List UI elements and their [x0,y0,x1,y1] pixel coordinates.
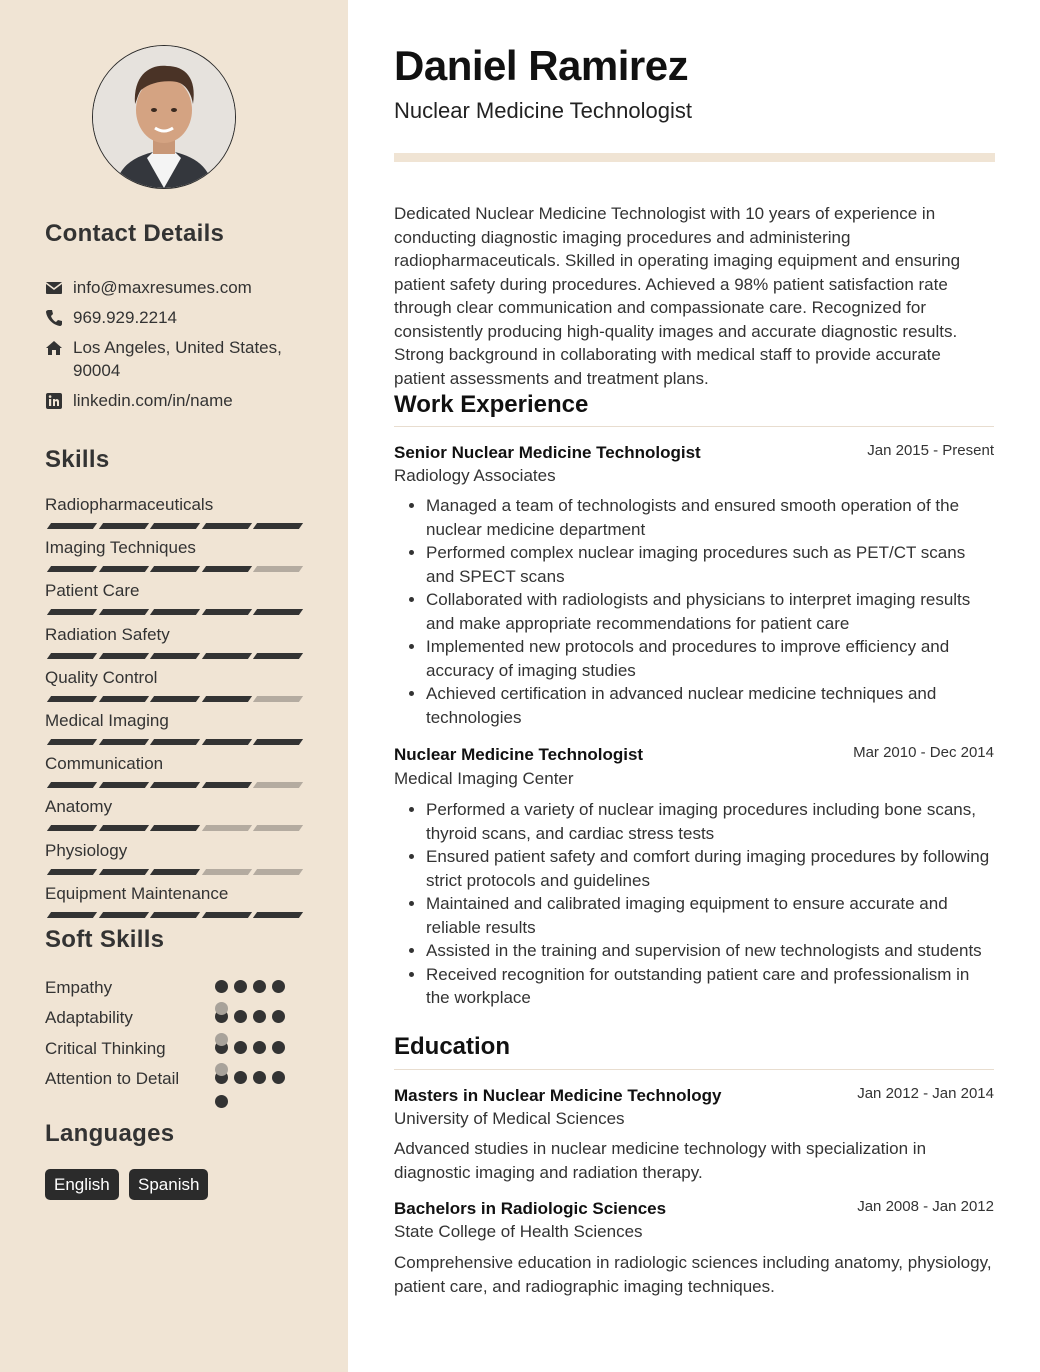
work-heading: Work Experience [394,391,589,418]
degree-description: Comprehensive education in radiologic sciences including anatomy, physiology, patient care, and radiographic imaging techniques. [394,1253,992,1296]
soft-skill-dot [234,1041,247,1054]
skill-level-segment [47,653,97,659]
skill-level-segment [47,739,97,745]
soft-skill-dot [253,1010,266,1023]
skill-name: Quality Control [45,667,158,687]
skill-level-segment [253,696,303,702]
linkedin-icon [45,392,63,410]
soft-skill-dot-overlap [215,1033,228,1046]
soft-skill-dot [253,1071,266,1084]
list-item: • Ensured patient safety and comfort during imaging procedures by following strict protocols and guidelines [426,845,994,892]
soft-skill-dot [253,1041,266,1054]
skill-level-segment [98,653,148,659]
soft-skill-dot [215,1095,228,1108]
soft-skill-dot-overlap [215,1002,228,1015]
skill-level-segment [98,566,148,572]
skill-level-segment [201,869,251,875]
skills-heading: Skills [45,446,110,473]
language-badge: English [45,1169,119,1200]
skill-level-bar [45,912,305,919]
degree-dates: Jan 2008 - Jan 2012 [857,1198,994,1215]
soft-skill-name: Empathy [45,978,113,997]
soft-skill-name: Critical Thinking [45,1039,166,1058]
skill-name: Medical Imaging [45,711,169,730]
skill-level-segment [98,523,148,529]
summary-text: Dedicated Nuclear Medicine Technologist with 10 years of experience in conducting diagnostic imaging procedures and administering radiopharmaceuticals. Skilled in operating imaging equipment and ensuring patient safety during procedures. Achieved a 98% patient satisfaction rate through clear communication and compassionate care. Recognized for consistently producing high-quality images and accurate diagnostic results. Strong background in collaborating with medical staff to provide accurate patient assessments and treatment plans. [394,204,961,388]
job-title: Senior Nuclear Medicine Technologist [394,443,701,462]
soft-skill-dot [272,1041,285,1054]
list-item: • Managed a team of technologists and ensured smooth operation of the nuclear medicine department [426,494,994,541]
skill-level-segment [47,609,97,615]
skill-level-segment [253,739,303,745]
skill-name: Communication [45,754,164,774]
skill-level-bar [45,782,305,789]
school-name: University of Medical Sciences [394,1109,625,1128]
skill-level-segment [201,782,251,788]
skill-level-segment [201,825,251,831]
soft-skill-dot [253,980,266,993]
degree-title: Bachelors in Radiologic Sciences [394,1199,667,1218]
skill-level-segment [150,912,200,918]
list-item: • Performed complex nuclear imaging procedures such as PET/CT scans and SPECT scans [426,541,994,588]
skill-level-segment [47,869,97,875]
soft-skill-dot-overlap [215,1063,228,1076]
job-title: Nuclear Medicine Technologist [394,745,644,764]
skill-level-segment [201,523,251,529]
header-divider [394,153,995,162]
soft-skill-dot [234,1071,247,1084]
skill-level-bar [45,566,305,573]
sidebar [0,0,348,1372]
skill-level-bar [45,609,305,616]
skill-level-segment [150,609,200,615]
address-text: Los Angeles, United States, 90004 [73,338,282,380]
skill-level-segment [98,912,148,918]
skill-level-segment [150,782,200,788]
list-item: • Assisted in the training and supervision of new technologists and students [426,939,994,963]
skill-level-segment [47,523,97,529]
skill-name: Radiation Safety [45,624,170,644]
skill-level-bar [45,653,305,660]
phone-text: 969.929.2214 [73,308,177,327]
skill-level-segment [201,739,251,745]
skill-level-bar [45,869,305,876]
skill-level-segment [98,782,148,788]
job-bullets [394,798,994,1010]
skill-name: Imaging Techniques [45,538,196,558]
skill-level-segment [150,739,200,745]
skill-level-segment [150,825,200,831]
skill-level-segment [47,825,97,831]
job-organization: Radiology Associates [394,466,556,485]
envelope-icon [45,279,63,297]
skill-level-segment [150,696,200,702]
skill-level-segment [47,782,97,788]
list-item: • Collaborated with radiologists and physicians to interpret imaging results and make appropriate recommendations for patient care [426,588,994,635]
skill-level-bar [45,739,305,746]
list-item: • Maintained and calibrated imaging equipment to ensure accurate and reliable results [426,892,994,939]
list-item: • Performed a variety of nuclear imaging procedures including bone scans, thyroid scans, and cardiac stress tests [426,798,994,845]
skill-level-segment [201,566,251,572]
skill-level-segment [98,739,148,745]
email-text: info@maxresumes.com [73,278,252,297]
soft-skill-dot [234,1010,247,1023]
skill-level-segment [253,566,303,572]
degree-dates: Jan 2012 - Jan 2014 [857,1085,994,1102]
skill-level-segment [253,609,303,615]
skill-name: Patient Care [45,581,140,601]
skill-level-segment [98,825,148,831]
job-bullets [394,494,994,729]
skill-name: Radiopharmaceuticals [45,495,214,514]
skill-level-segment [253,653,303,659]
skill-level-bar [45,523,305,530]
skill-level-segment [47,566,97,572]
list-item: • Achieved certification in advanced nuclear medicine techniques and technologies [426,682,994,729]
candidate-name: Daniel Ramirez [394,42,689,89]
skill-level-segment [253,912,303,918]
skill-level-segment [47,912,97,918]
skill-level-segment [47,696,97,702]
skill-level-bar [45,825,305,832]
skill-level-segment [201,653,251,659]
skill-level-segment [253,523,303,529]
skill-level-segment [253,782,303,788]
skill-level-segment [201,609,251,615]
soft-skill-dot [272,980,285,993]
skill-level-segment [150,566,200,572]
contact-heading: Contact Details [45,220,225,247]
skill-level-segment [98,609,148,615]
skill-name: Equipment Maintenance [45,883,229,903]
skill-level-segment [253,825,303,831]
job-dates: Jan 2015 - Present [867,442,994,459]
profile-photo [92,45,236,189]
education-heading: Education [394,1033,511,1060]
degree-description: Advanced studies in nuclear medicine technology with specialization in diagnostic imaging and radiation therapy. [394,1139,927,1182]
skill-name: Physiology [45,840,128,860]
languages-heading: Languages [45,1120,175,1147]
soft-skill-dot [215,980,228,993]
list-item: • Implemented new protocols and procedures to improve efficiency and accuracy of imaging studies [426,635,994,682]
soft-skill-dot [234,980,247,993]
skill-name: Anatomy [45,797,113,817]
job-organization: Medical Imaging Center [394,769,574,788]
skill-level-segment [201,912,251,918]
skill-level-segment [150,869,200,875]
language-badge: Spanish [129,1169,208,1200]
education-divider [394,1069,994,1070]
candidate-title: Nuclear Medicine Technologist [394,98,692,123]
home-icon [45,339,63,357]
soft-skills-heading: Soft Skills [45,926,165,953]
skill-level-segment [150,653,200,659]
soft-skill-name: Attention to Detail [45,1069,180,1088]
skill-level-bar [45,696,305,703]
list-item: • Received recognition for outstanding patient care and professionalism in the workplace [426,963,994,1010]
skill-level-segment [150,523,200,529]
school-name: State College of Health Sciences [394,1222,643,1241]
linkedin-text: linkedin.com/in/name [73,391,233,410]
soft-skill-dot [272,1071,285,1084]
skill-level-segment [98,696,148,702]
skill-level-segment [253,869,303,875]
job-dates: Mar 2010 - Dec 2014 [853,744,994,761]
work-divider [394,426,994,427]
phone-icon [45,309,63,327]
soft-skill-dot [272,1010,285,1023]
soft-skill-name: Adaptability [45,1008,133,1027]
skill-level-segment [201,696,251,702]
person-portrait-icon [93,46,235,188]
skill-level-segment [98,869,148,875]
degree-title: Masters in Nuclear Medicine Technology [394,1086,722,1105]
